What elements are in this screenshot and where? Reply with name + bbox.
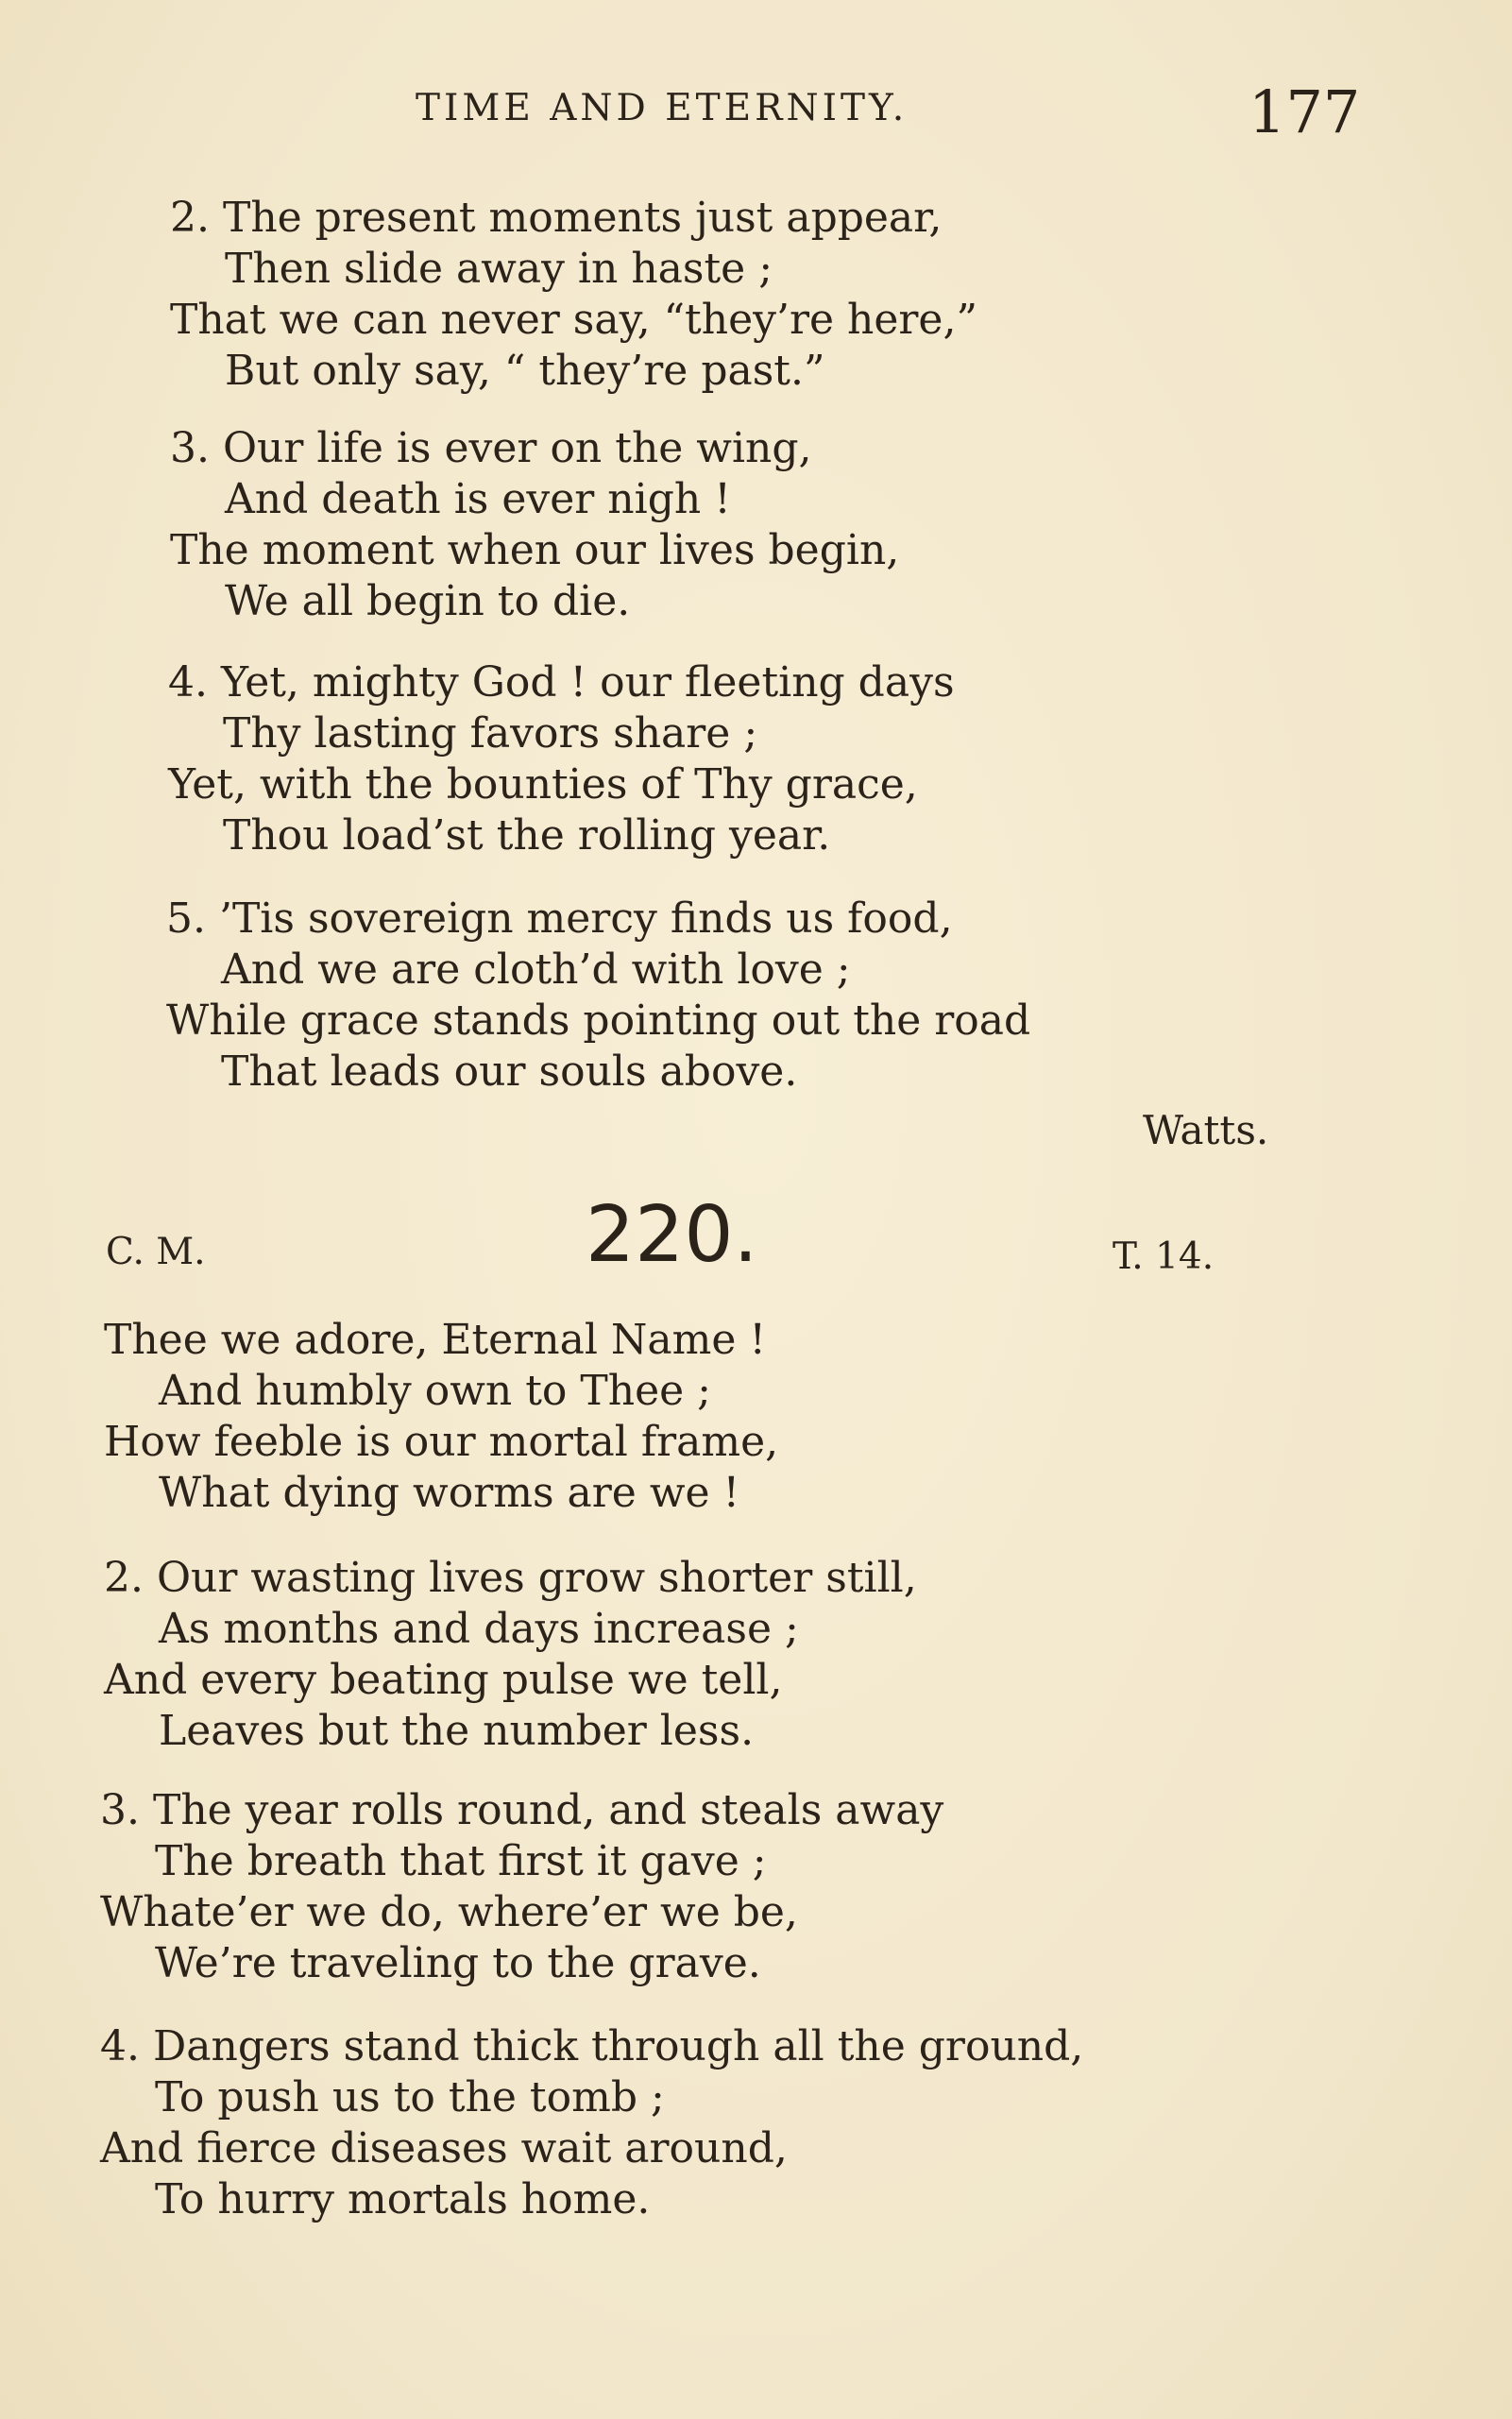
verse-line: 2. Our wasting lives grow shorter still, [104,1554,917,1602]
verse-line: How feeble is our mortal frame, [104,1418,779,1466]
verse-line: And death is ever nigh ! [225,475,731,523]
verse-line: Leaves but the number less. [159,1707,755,1755]
verse-line: We’re traveling to the grave. [155,1939,761,1987]
verse-line: 4. Yet, mighty God ! our fleeting days [168,658,955,707]
verse-line: We all begin to die. [225,577,631,625]
verse-line: And humbly own to Thee ; [159,1367,711,1415]
verse-line: That we can never say, “they’re here,” [170,296,977,344]
verse-line: 4. Dangers stand thick through all the ground, [100,2022,1084,2070]
verse-line: 3. The year rolls round, and steals away [100,1786,944,1834]
verse-line: And fierce diseases wait around, [100,2124,788,2172]
verse-line: Thy lasting favors share ; [223,709,758,758]
verse-line: 3. Our life is ever on the wing, [170,424,812,472]
verse-line: Thee we adore, Eternal Name ! [104,1316,767,1364]
stanza-prev-2 [170,193,977,397]
verse-line: 2. The present moments just appear, [170,194,943,242]
verse-line: And every beating pulse we tell, [104,1656,783,1704]
verse-line: The breath that first it gave ; [155,1837,767,1885]
author-attribution: Watts. [1143,1107,1269,1153]
meter-label: C. M. [106,1231,206,1273]
verse-line: Thou load’st the rolling year. [223,811,831,860]
verse-line: To push us to the tomb ; [155,2073,665,2121]
verse-line: To hurry mortals home. [155,2175,651,2223]
verse-line: Yet, with the bounties of Thy grace, [168,760,918,809]
stanza-4 [100,2021,1083,2225]
verse-line: Whate’er we do, where’er we be, [100,1888,798,1936]
verse-line: But only say, “ they’re past.” [225,347,825,395]
stanza-prev-4 [168,657,955,861]
running-title: TIME AND ETERNITY. [416,87,909,129]
stanza-prev-3 [170,423,899,627]
verse-line: That leads our souls above. [221,1048,798,1096]
stanza-3 [100,1785,943,1989]
stanza-1 [104,1315,778,1519]
verse-line: The moment when our lives begin, [170,526,900,574]
verse-line: What dying worms are we ! [159,1469,740,1517]
stanza-prev-5 [166,894,1030,1098]
stanza-2 [104,1553,917,1757]
verse-line: While grace stands pointing out the road [166,997,1031,1045]
page-number: 177 [1249,77,1361,146]
verse-line: Then slide away in haste ; [225,245,773,293]
hymn-number: 220. [586,1190,758,1280]
verse-line: 5. ’Tis sovereign mercy finds us food, [166,894,953,943]
verse-line: As months and days increase ; [159,1605,799,1653]
tune-label: T. 14. [1113,1235,1215,1278]
verse-line: And we are cloth’d with love ; [221,945,851,994]
